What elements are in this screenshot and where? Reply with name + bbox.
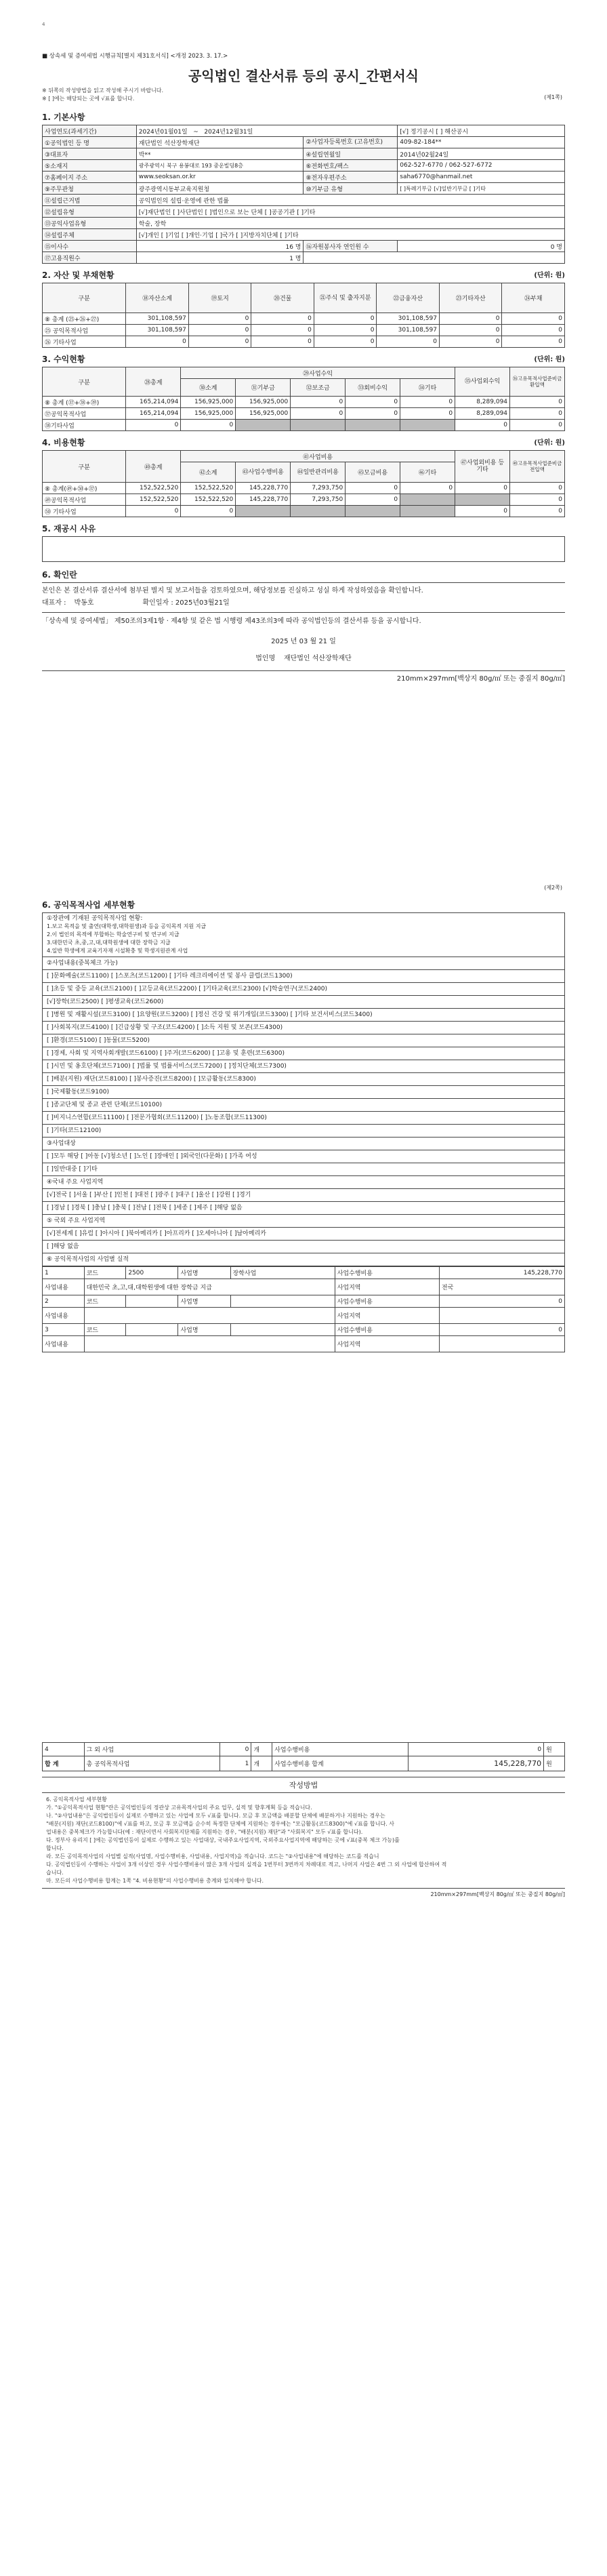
page-info: (제1쪽): [544, 94, 562, 100]
volunteer-value: 0 명: [398, 241, 565, 252]
auth-label: ⑨주무관청: [43, 183, 137, 195]
overseas-regions: [√]전세계 [ ]유럽 [ ]아시아 [ ]북아메리카 [ ]아프리카 [ ]오세아니아 [ ]남아메리카: [43, 1228, 564, 1241]
domestic-regions: [ ]경남 [ ]경북 [ ]충남 [ ]충북 [ ]전남 [ ]전북 [ ]세종 [ ]제주 [ ]해당 없음: [43, 1202, 564, 1215]
name-label: ①공익법인 등 명: [43, 137, 137, 148]
tel-label: ⑥전화번호/팩스: [304, 160, 398, 172]
section-basic-info-heading: 1. 기본사항: [42, 113, 85, 122]
paper-size: 210mm×297mm[백상지 80g/㎡ 또는 중질지 80g/㎡]: [396, 675, 565, 683]
table-row: ㊿ 기타사업 0 0 0 0: [43, 506, 565, 517]
donation-label: ⑩기부금 유형: [304, 183, 398, 195]
assets-table: [42, 283, 565, 348]
expense-col-group: ㊶사업비용: [181, 451, 455, 462]
table-row: ⑧ 총계(㊾+㊿+㊲) 152,522,520 152,522,520 145,228,770 7,293,750 0 0 0 0: [43, 483, 565, 494]
method-line: 습니다.: [46, 1870, 64, 1876]
method-body: [42, 1793, 565, 1888]
board-label: ⑮이사수: [43, 241, 137, 252]
section-assets-heading: 2. 자산 및 부채현황 (단위: 원): [42, 270, 565, 280]
project-table: [42, 1266, 565, 1352]
table-row: ㊳기타사업 0 0 0 0: [43, 420, 565, 431]
category-item: [ ]환경(코드5100) [ ]동물(코드5200): [43, 1034, 564, 1047]
table-row: 3 코드 사업명 사업수행비용 0: [43, 1324, 565, 1336]
table-row: ⑧ 총계 (㉕+㉖+㉗) 301,108,597 0 0 0 301,108,597 0 0: [43, 313, 565, 325]
field-value: 학술, 장학: [136, 218, 564, 229]
rep-label: ③대표자: [43, 148, 137, 160]
table-row: ⑧ 총계 (㊲+㊳+㊴) 165,214,094 156,925,000 156,925,000 0 0 0 8,289,094 0: [43, 397, 565, 408]
confirm-author: 대표자 : 박동호 확인일자 : 2025년03월21일: [42, 599, 230, 607]
est-value: 2014년02월24일: [398, 148, 565, 160]
method-line: 라. 모든 공익목적사업의 사업별 실적(사업명, 사업수행비용, 사업내용, 사업지역)을 적습니다. 코드는 "②사업내용"에 해당하는 코드를 적습니: [46, 1853, 379, 1859]
field-label: ⑬공익사업유형: [43, 218, 137, 229]
method-line: 6. 공익목적사업 세부현황: [46, 1796, 107, 1803]
overseas-regions: [ ]해당 없음: [43, 1241, 564, 1253]
basis-value: 공익법인의 설립·운영에 관한 법률: [136, 195, 564, 206]
target-value: [ ]모두 해당 [ ]아동 [√]청소년 [ ]노인 [ ]장애인 [ ]외국인(다문화) [ ]가족 여성: [43, 1150, 564, 1163]
basic-info-table: [42, 125, 565, 264]
table-row: ㉖ 기타사업 0 0 0 0 0 0 0: [43, 336, 565, 348]
category-item: [ ]초등 및 중등 교육(코드2100) [ ]고등교육(코드2200) [ ]기타교육(코드2300) [√]학술연구(코드2400): [43, 983, 564, 996]
method-line: "배분(지원) 재단(코드8100)"에 √표를 하고, 모금 후 모금액을 순수히 특정한 단체에 지원하는 경우에는 "모금활동(코드8300)"에 √표를 합니다. 사: [46, 1821, 394, 1827]
expense-table: 구분 ㊵총계 ㊶사업비용 ㊼사업외비용 등 기타 ㊽고유목적사업준비금전입액 ㊷소계 ㊸사업수행비용 ㊹일반관리비용 ㊺모금비용 ㊻기타 ⑧ 총계(㊾+㊿+㊲) 152,522,520 152,522,520 145,228,770 7,293,750 0 0 0 0 ㊾공익목적사업 152,522,520 152,522,520 145,228,770 7,293,750 0 0 ㊿ 기타사업 0 0 0 0: [42, 450, 565, 517]
revenue-col-other: ㉟사업외수익: [455, 367, 510, 397]
expense-col-other: ㊼사업외비용 등 기타: [455, 451, 510, 483]
est-label: ④설립연월일: [304, 148, 398, 160]
staff-label: ⑰고용직원수: [43, 252, 137, 264]
category-item: [ ]문화예술(코드1100) [ ]스포츠(코드1200) [ ]기타 레크리에이션 및 봉사 클럽(코드1300): [43, 970, 564, 983]
assets-col: ㉔부채: [502, 283, 565, 313]
basis-label: ⑪설립근거법: [43, 195, 137, 206]
confirm-text: 본인은 본 결산서류 결산서에 첨부된 별지 및 보고서들을 검토하였으며, 해당정보를 진실하고 성실 하게 작성하였음을 확인합니다.: [42, 587, 423, 595]
page-mark: 4: [42, 22, 45, 27]
intro-block: ①장관에 기재된 공익목적사업 현황: 1.보고 목적을 및 출연(대학생,대학원생)과 등을 공익목적 지원 지급 2.이 법인의 목적에 부합하는 학술연구비 및 연구비 지급 3.대한민국 초,중,고,대,대학원생에 대한 장학금 지급 4.일반 학생에게 교육기자재 시설확충 및 학생지원관계 사업: [43, 913, 564, 957]
summary-table: [42, 1742, 565, 1771]
overseas-title: ⑤ 국외 주요 사업지역: [43, 1215, 564, 1228]
type-label: ⑫설립유형: [43, 206, 137, 218]
biz-value: 409-82-184**: [398, 137, 565, 148]
page-2: [0, 874, 607, 1390]
table-row: 4 그 외 사업 0 개 사업수행비용 0 원: [43, 1743, 565, 1756]
category-item: [ ]국제활동(코드9100): [43, 1086, 564, 1099]
revenue-table: 구분 ㉘총계 ㉙사업수익 ㉟사업외수익 ㊱고유목적사업준비금환입액 ㉚소계 ㉛기부금 ㉜보조금 ㉝회비수익 ㉞기타 ⑧ 총계 (㊲+㊳+㊴) 165,214,094 156,925,000 156,925,000 0 0 0 8,289,094 0 ㊲공익목적사업 165,214,094 156,925,000 156,925,000 0 0 0 8,289,094 0 ㊳기타사업 0 0 0 0: [42, 367, 565, 431]
rep-value: 박**: [136, 148, 304, 160]
category-item: [ ]비지니스연합(코드11100) [ ]전문가협회(코드11200) [ ]노동조합(코드11300): [43, 1112, 564, 1125]
paper-size-3: 210mm×297mm[백상지 80g/㎡ 또는 중질지 80g/㎡]: [430, 1891, 565, 1897]
domestic-regions: [√]전국 [ ]서울 [ ]부산 [ ]인천 [ ]대전 [ ]광주 [ ]대구 [ ]울산 [ ]강원 [ ]경기: [43, 1189, 564, 1202]
period-value: 2024년01월01일 ~ 2024년12월31일: [136, 125, 397, 137]
assets-col: ㉑주식 및 출자지분: [314, 283, 377, 313]
note-line: ※ 뒤쪽의 작성방법을 읽고 작성해 주시기 바랍니다.: [42, 87, 164, 94]
table-row: 합 계 총 공익목적사업 1 개 사업수행비용 합계 145,228,770 원: [43, 1756, 565, 1771]
law-text: 「상속세 및 증여세법」 제50조의3제1항 · 제4항 및 같은 법 시행령 제43조의3에 따라 공익법인등의 결산서류 등을 공시합니다.: [42, 618, 421, 625]
revenue-col-reserve: ㊱고유목적사업준비금환입액: [510, 367, 565, 397]
table-row: 1 코드 2500 사업명 장학사업 사업수행비용 145,228,770: [43, 1267, 565, 1279]
method-line: 합니다.: [46, 1845, 64, 1851]
founder-value: [√]개인 [ ]기업 [ ]개인·기업 [ ]국가 [ ]지방자치단체 [ ]기타: [136, 229, 564, 241]
auth-value: 광주광역시동부교육지원청: [136, 183, 304, 195]
board-value: 16 명: [136, 241, 304, 252]
note-line: ※ [ ]에는 해당되는 곳에 √표를 합니다.: [42, 96, 135, 102]
addr-value: 광주광역시 북구 용봉대로 193 중운빌딩8층: [136, 160, 304, 172]
period-label: 사업연도(과세기간): [43, 125, 137, 137]
method-line: 가. "①공익목적사업 현황"란은 공익법인등의 정관상 고유목적사업의 주요 업무, 실적 및 향후계획 등을 적습니다.: [46, 1805, 312, 1811]
founder-label: ⑭설립주체: [43, 229, 137, 241]
category-item: [ ]배분(지원) 재단(코드8100) [ ]봉사증진(코드8200) [ ]모금활동(코드8300): [43, 1073, 564, 1086]
assets-col-type: 구분: [43, 283, 126, 313]
table-row: 2 코드 사업명 사업수행비용 0: [43, 1295, 565, 1308]
page-1: [0, 14, 607, 847]
category-item: [ ]경제, 사회 및 지역사회개발(코드6100) [ ]주거(코드6200) [ ]고용 및 훈련(코드6300): [43, 1047, 564, 1060]
detail-box: [42, 912, 565, 1266]
target-title: ③사업대상: [43, 1138, 564, 1150]
name-value: 재단법인 석산장학재단: [136, 137, 304, 148]
section-confirm-heading: 6. 확인란: [42, 570, 77, 580]
form-reference: ■ 상속세 및 증여세법 시행규칙[별지 제31호서식] <개정 2023. 3. 17.>: [42, 53, 228, 60]
assets-col: ㉓기타자산: [439, 283, 502, 313]
table-row: 사업내용 사업지역: [43, 1308, 565, 1324]
assets-col: ⑲토지: [188, 283, 251, 313]
expense-col-type: 구분: [43, 451, 126, 483]
page-2-mark: (제2쪽): [544, 885, 562, 891]
redisclosure-box: [42, 536, 565, 562]
disclosure-type: [√] 정기공시 [ ] 해산공시: [398, 125, 565, 137]
method-line: 업내용은 중복체크가 가능합니다(예 : 재단이면서 사회복지단체를 지원하는 경우, "배분(지원) 재단"과 "사회복지" 모두 √표를 합니다).: [46, 1829, 363, 1835]
category-item: [ ]시민 및 옹호단체(코드7100) [ ]법률 및 법률서비스(코드7200) [ ]정치단체(코드7300): [43, 1060, 564, 1073]
table-row: 사업내용 사업지역: [43, 1336, 565, 1352]
volunteer-label: ⑯자원봉사자 연인원 수: [304, 241, 398, 252]
donation-value: [ ]특례기부금 [√]일반기부금 [ ]기타: [398, 183, 565, 195]
form-title: 공익법인 결산서류 등의 공시_간편서식: [188, 68, 419, 84]
detail-title: ⑥ 공익목적사업의 사업별 실적: [47, 1256, 129, 1263]
home-label: ⑦홈페이지 주소: [43, 172, 137, 183]
expense-col-reserve: ㊽고유목적사업준비금전입액: [510, 451, 565, 483]
table-row: ㊾공익목적사업 152,522,520 152,522,520 145,228,770 7,293,750 0 0: [43, 494, 565, 506]
expense-col-total: ㊵총계: [126, 451, 181, 483]
table-row: ㊲공익목적사업 165,214,094 156,925,000 156,925,000 0 0 0 8,289,094 0: [43, 408, 565, 420]
method-box: [42, 1777, 565, 1889]
notes: [42, 87, 163, 103]
email-label: ⑧전자우편주소: [304, 172, 398, 183]
category-item: [ ]기타(코드12100): [43, 1125, 564, 1138]
home-value: www.seoksan.or.kr: [136, 172, 304, 183]
target-value: [ ]일반대중 [ ]기타: [43, 1163, 564, 1176]
category-item: [ ]병원 및 재활시설(코드3100) [ ]요양원(코드3200) [ ]정신 건강 및 위기개입(코드3300) [ ]기타 보건서비스(코드3400): [43, 1009, 564, 1022]
method-title: 작성방법: [42, 1777, 565, 1793]
revenue-col-total: ㉘총계: [126, 367, 181, 397]
email-value: saha6770@hanmail.net: [398, 172, 565, 183]
revenue-col-type: 구분: [43, 367, 126, 397]
assets-col: ㉒금융자산: [377, 283, 440, 313]
biz-label: ②사업자등록번호 (고유번호): [304, 137, 398, 148]
assets-col: ⑱자산소계: [126, 283, 189, 313]
method-line: 다. 공익법인등이 수행하는 사업이 3개 이상인 경우 사업수행비용이 많은 3개 사업의 실적을 1번부터 3번까지 차례대로 적고, 나머지 사업은 4번 그 외 사업에 합산하여 적: [46, 1861, 447, 1868]
assets-col: ⑳건물: [251, 283, 314, 313]
confirm-date: 2025 년 03 월 21 일: [271, 638, 336, 645]
page-3: [0, 1742, 607, 2013]
org-signature: 법인명 재단법인 석산장학재단: [255, 655, 352, 662]
category-item: [ ]종교단체 및 종교 관련 단체(코드10100): [43, 1099, 564, 1112]
confirm-area: [42, 582, 565, 683]
type-value: [√]재단법인 [ ]사단법인 [ ]법인으로 보는 단체 [ ]공공기관 [ ]기타: [136, 206, 564, 218]
table-row: 사업내용 대한민국 초,고,대,대학원생에 대한 장학금 지급 사업지역 전국: [43, 1279, 565, 1295]
category-title: ②사업내용(중복체크 가능): [43, 957, 564, 970]
tel-value: 062-527-6770 / 062-527-6772: [398, 160, 565, 172]
revenue-col-group: ㉙사업수익: [181, 367, 455, 379]
category-item: [√]장학(코드2500) [ ]평생교육(코드2600): [43, 996, 564, 1009]
section-revenue-heading: 3. 수익현황 (단위: 원): [42, 355, 565, 364]
table-row: ㉕ 공익목적사업 301,108,597 0 0 0 301,108,597 0 0: [43, 325, 565, 336]
section-expense-heading: 4. 비용현황 (단위: 원): [42, 438, 565, 447]
domestic-title: ④국내 주요 사업지역: [43, 1176, 564, 1189]
method-line: 다. 정부사 유리지 [ ]에는 공익법인등이 실제로 수행하고 있는 사업대상, 국내주요사업지역, 국외주요사업지역에 해당하는 곳에 √표(중복 체크 가능)를: [46, 1837, 400, 1843]
section-redisclosure-heading: 5. 재공시 사유: [42, 524, 96, 534]
section-detail-heading: 6. 공익목적사업 세부현황: [42, 900, 135, 910]
category-item: [ ]사회복지(코드4100) [ ]긴급상황 및 구조(코드4200) [ ]소득 지원 및 보존(코드4300): [43, 1022, 564, 1034]
method-line: 나. "②사업내용"은 공익법인등이 실제로 수행하고 있는 사업에 모두 √표를 합니다. 모금 후 모금액을 배분할 단체에 배분하거나 지원하는 경우는: [46, 1813, 385, 1819]
addr-label: ⑤소재지: [43, 160, 137, 172]
method-line: 마. 모든의 사업수행비용 합계는 1쪽 "4. 비용현황"의 사업수행비용 총계와 일치해야 합니다.: [46, 1878, 264, 1884]
staff-value: 1 명: [136, 252, 304, 264]
